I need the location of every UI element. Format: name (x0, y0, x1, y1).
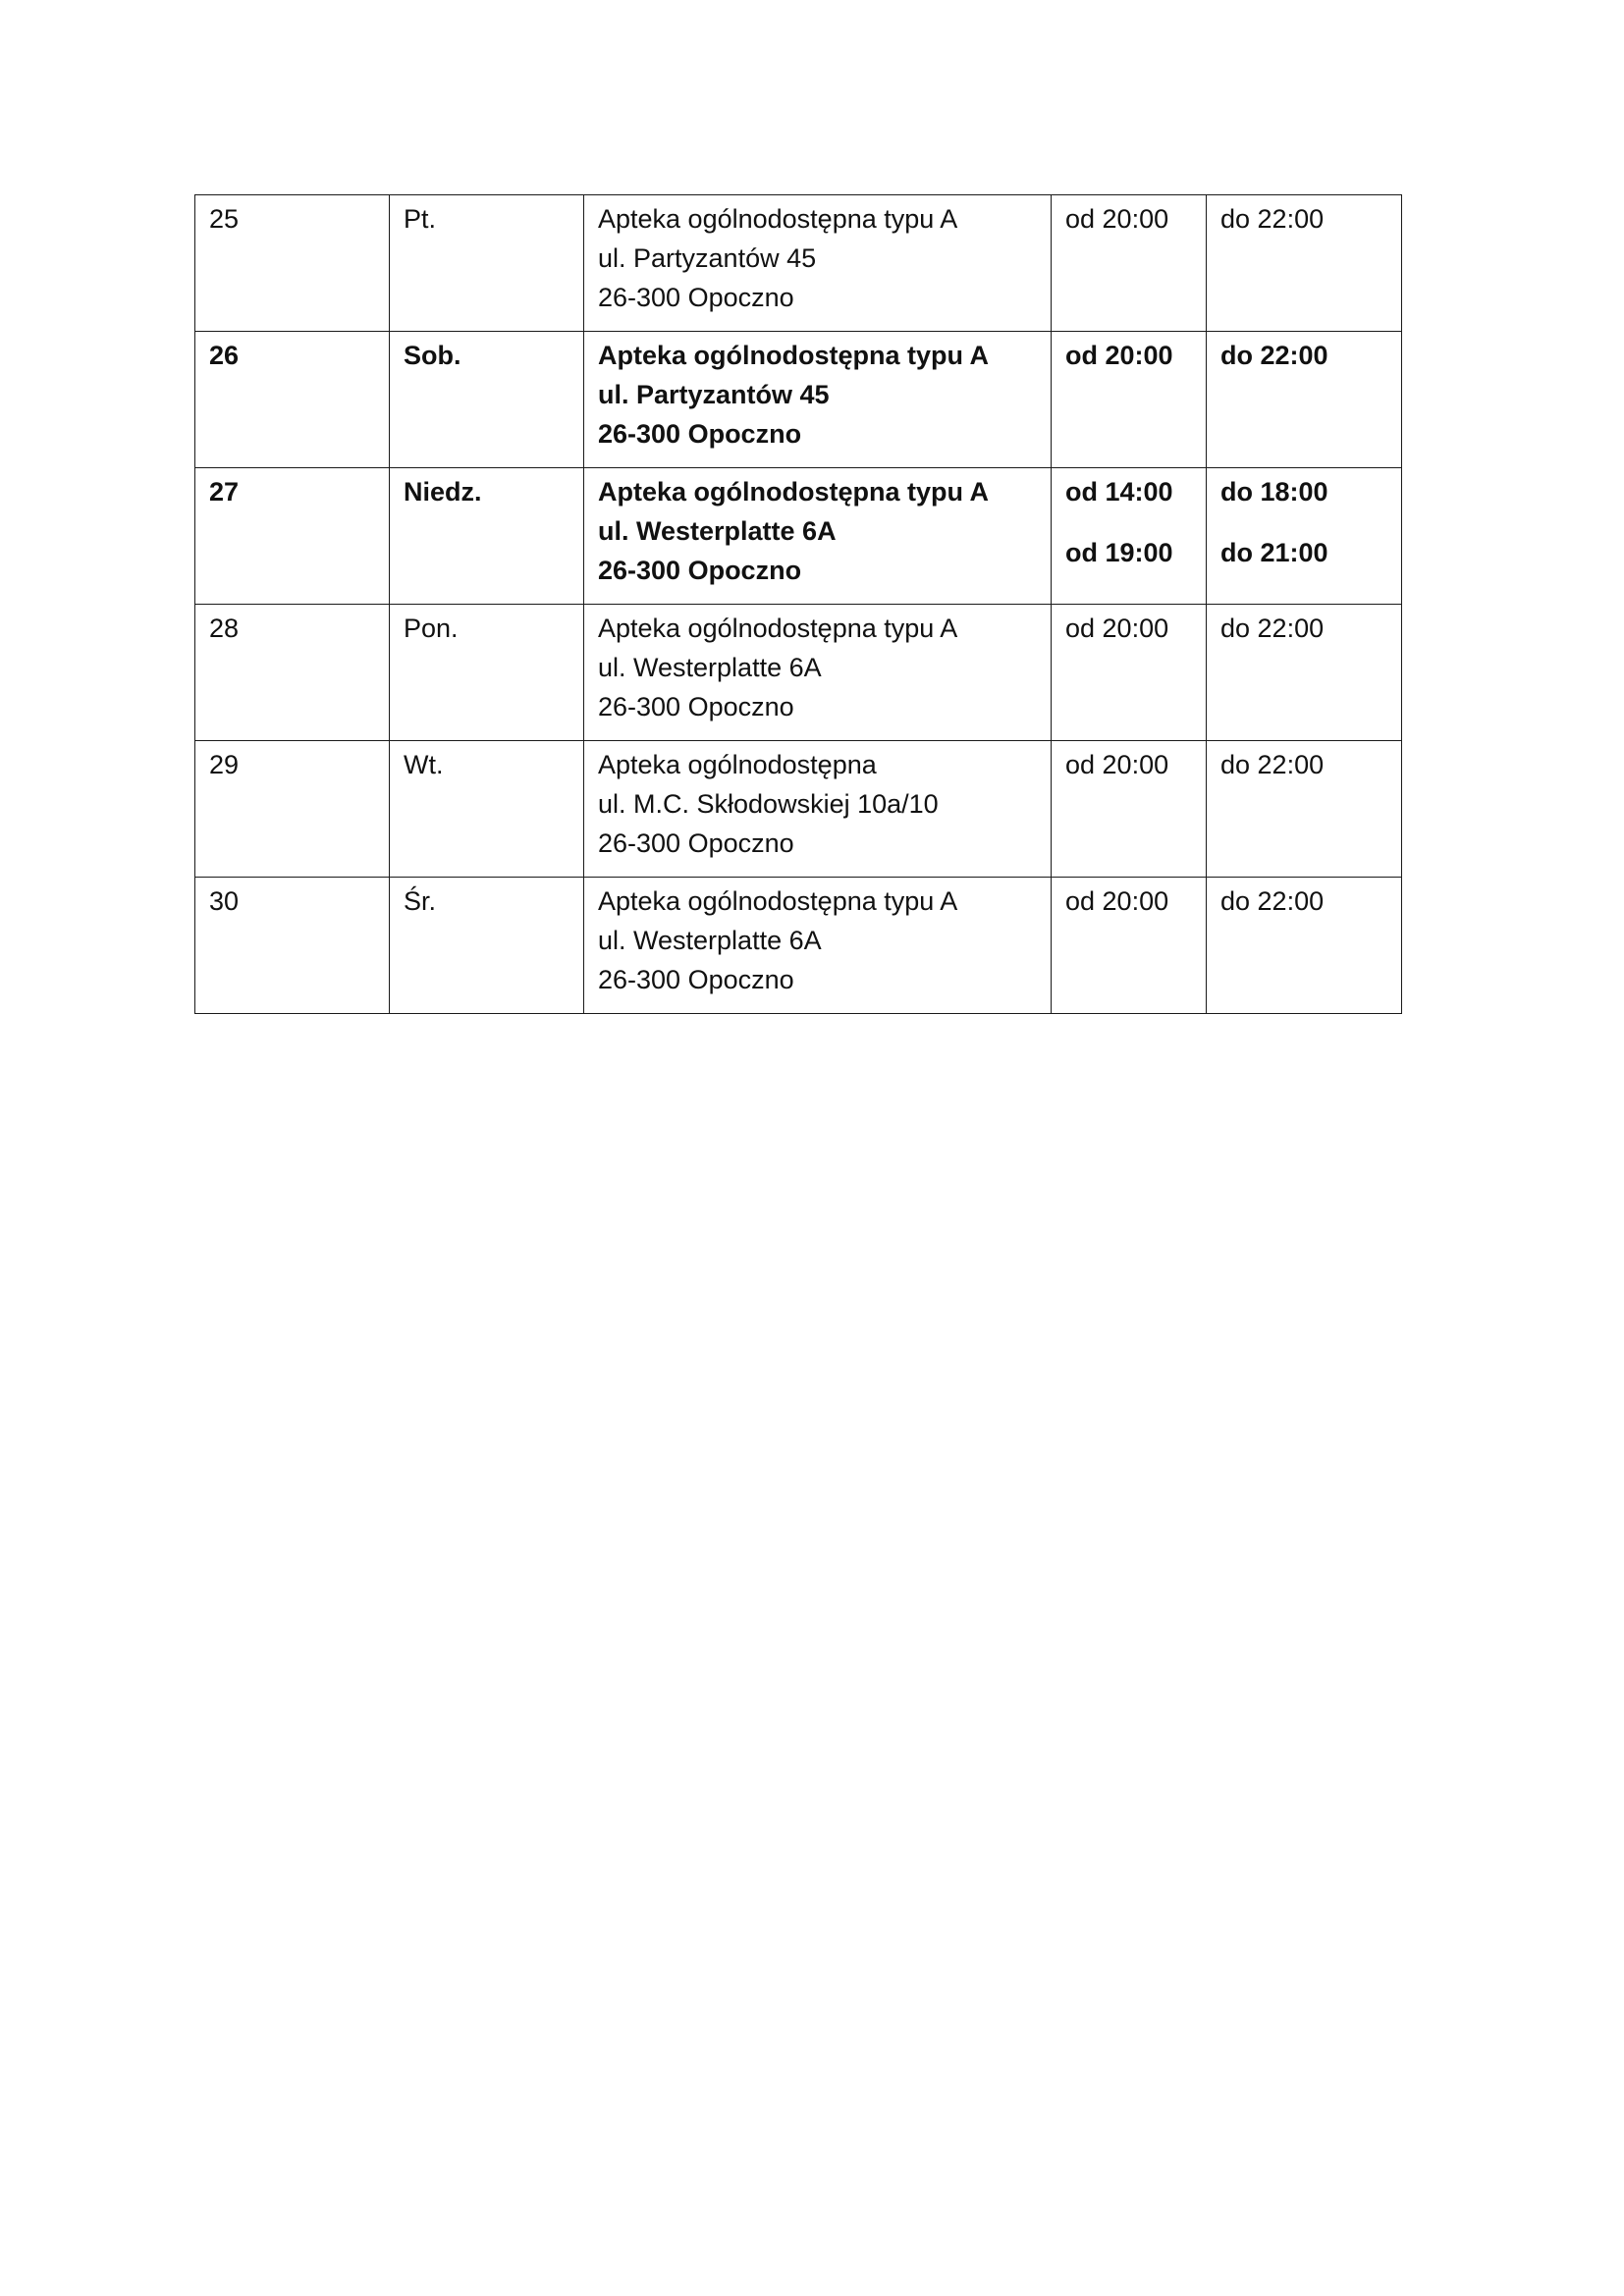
pharmacy-address-cell (584, 195, 1052, 332)
weekday: Niedz. (404, 477, 482, 507)
pharmacy-city: 26-300 Opoczno (598, 419, 802, 449)
open-from-time: od 20:00 (1065, 341, 1173, 370)
day-number: 28 (209, 614, 240, 643)
open-to-time: do 18:00 (1220, 477, 1328, 507)
pharmacy-street: ul. Partyzantów 45 (598, 243, 817, 273)
pharmacy-name: Apteka ogólnodostępna typu A (598, 477, 989, 507)
open-from-cell (1052, 195, 1207, 332)
open-from-cell (1052, 332, 1207, 468)
day-number-cell (195, 605, 390, 741)
pharmacy-street: ul. Westerplatte 6A (598, 516, 837, 546)
pharmacy-city: 26-300 Opoczno (598, 556, 802, 585)
weekday-cell (390, 468, 584, 605)
pharmacy-city: 26-300 Opoczno (598, 692, 794, 721)
pharmacy-name: Apteka ogólnodostępna typu A (598, 341, 989, 370)
open-to-cell (1207, 605, 1402, 741)
open-from-time: od 20:00 (1065, 614, 1169, 643)
table-row (195, 195, 1402, 332)
schedule-body (195, 195, 1402, 1014)
open-to-time: do 22:00 (1220, 886, 1325, 916)
weekday: Pon. (404, 614, 459, 643)
day-number: 30 (209, 886, 240, 916)
pharmacy-street: ul. Westerplatte 6A (598, 926, 822, 955)
open-from-time: od 19:00 (1065, 538, 1173, 567)
pharmacy-name: Apteka ogólnodostępna typu A (598, 204, 958, 234)
open-from-time: od 14:00 (1065, 477, 1173, 507)
day-number: 26 (209, 341, 240, 370)
pharmacy-duty-schedule-table (194, 194, 1402, 1014)
weekday: Sob. (404, 341, 461, 370)
table-row (195, 878, 1402, 1014)
pharmacy-address-cell (584, 605, 1052, 741)
day-number-cell (195, 468, 390, 605)
weekday-cell (390, 741, 584, 878)
open-from-cell (1052, 878, 1207, 1014)
open-to-time: do 21:00 (1220, 538, 1328, 567)
open-from-cell (1052, 468, 1207, 605)
weekday-cell (390, 878, 584, 1014)
table-row (195, 468, 1402, 605)
table-row (195, 741, 1402, 878)
pharmacy-name: Apteka ogólnodostępna (598, 750, 877, 779)
open-to-time: do 22:00 (1220, 614, 1325, 643)
open-to-cell (1207, 878, 1402, 1014)
pharmacy-address-cell (584, 332, 1052, 468)
pharmacy-address-cell (584, 878, 1052, 1014)
open-to-time: do 22:00 (1220, 204, 1325, 234)
pharmacy-name: Apteka ogólnodostępna typu A (598, 614, 958, 643)
open-to-cell (1207, 195, 1402, 332)
open-to-cell (1207, 741, 1402, 878)
weekday-cell (390, 332, 584, 468)
table-row (195, 332, 1402, 468)
pharmacy-city: 26-300 Opoczno (598, 283, 794, 312)
pharmacy-street: ul. Partyzantów 45 (598, 380, 830, 409)
day-number: 25 (209, 204, 240, 234)
table-row (195, 605, 1402, 741)
open-from-time: od 20:00 (1065, 886, 1169, 916)
day-number-cell (195, 332, 390, 468)
open-from-time: od 20:00 (1065, 750, 1169, 779)
pharmacy-street: ul. Westerplatte 6A (598, 653, 822, 682)
open-to-cell (1207, 468, 1402, 605)
day-number: 29 (209, 750, 240, 779)
weekday: Wt. (404, 750, 444, 779)
pharmacy-address-cell (584, 468, 1052, 605)
day-number-cell (195, 878, 390, 1014)
pharmacy-name: Apteka ogólnodostępna typu A (598, 886, 958, 916)
day-number-cell (195, 195, 390, 332)
open-to-time: do 22:00 (1220, 341, 1328, 370)
open-to-time: do 22:00 (1220, 750, 1325, 779)
weekday-cell (390, 195, 584, 332)
day-number: 27 (209, 477, 240, 507)
weekday-cell (390, 605, 584, 741)
open-to-cell (1207, 332, 1402, 468)
day-number-cell (195, 741, 390, 878)
open-from-cell (1052, 605, 1207, 741)
weekday: Śr. (404, 886, 437, 916)
pharmacy-city: 26-300 Opoczno (598, 965, 794, 994)
open-from-time: od 20:00 (1065, 204, 1169, 234)
open-from-cell (1052, 741, 1207, 878)
pharmacy-city: 26-300 Opoczno (598, 828, 794, 858)
pharmacy-street: ul. M.C. Skłodowskiej 10a/10 (598, 789, 939, 819)
weekday: Pt. (404, 204, 437, 234)
pharmacy-address-cell (584, 741, 1052, 878)
